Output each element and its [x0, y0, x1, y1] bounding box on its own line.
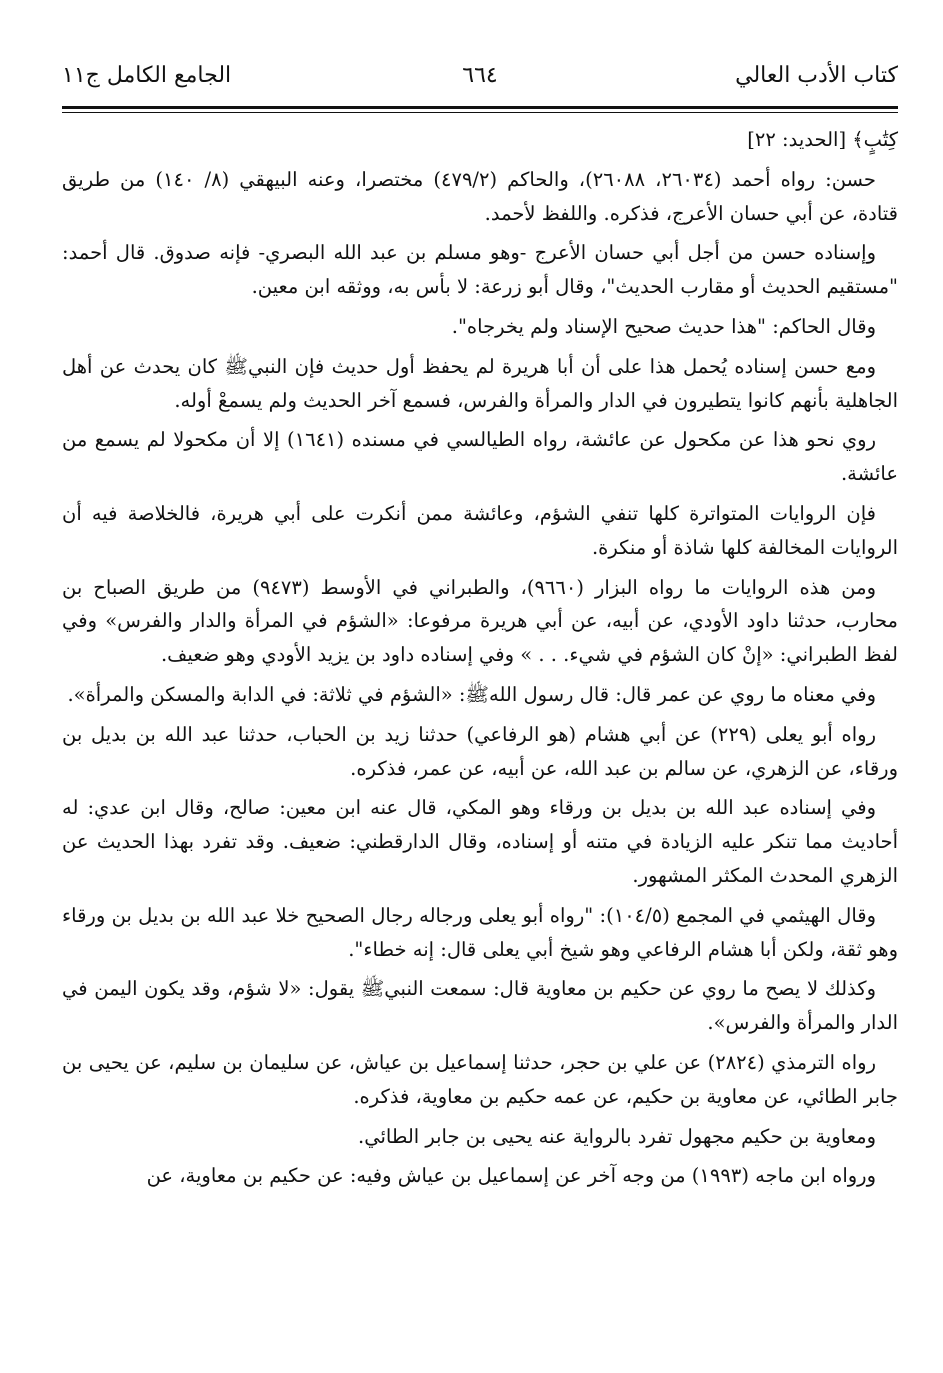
paragraph: وقال الحاكم: "هذا حديث صحيح الإسناد ولم يخرجاه".: [451, 314, 876, 338]
paragraph: ورواه ابن ماجه (١٩٩٣) من وجه آخر عن إسماعيل بن عياش وفيه: عن حكيم بن معاوية، عن: [146, 1164, 876, 1188]
book-page: [62, 56, 898, 1356]
paragraph: وكذلك لا يصح ما روي عن حكيم بن معاوية قال: سمعت النبيﷺ يقول: «لا شؤم، وقد يكون اليمن في الدار والمرأة والفرس».: [62, 977, 898, 1035]
series-title: الجامع الكامل ج١١: [62, 63, 232, 88]
paragraph-quran-ref: كِتَٰبٍ﴾ [الحديد: ٢٢]: [747, 128, 898, 151]
paragraph: روي نحو هذا عن مكحول عن عائشة، رواه الطيالسي في مسنده (١٦٤١) إلا أن مكحولا لم يسمع من عائشة.: [62, 428, 898, 486]
paragraph: حسن: رواه أحمد (٢٦٠٣٤، ٢٦٠٨٨)، والحاكم (٤٧٩/٢) مختصرا، وعنه البيهقي (٨/ ١٤٠) من طريق قتادة، عن أبي حسان الأعرج، فذكره. واللفظ لأحمد.: [62, 167, 898, 225]
book-title: كتاب الأدب العالي: [735, 63, 898, 88]
paragraph: وفي إسناده عبد الله بن بديل بن ورقاء وهو المكي، قال عنه ابن معين: صالح، وقال ابن عدي: له أحاديث مما تنكر عليه الزيادة في متنه أو إسناده، وقال الدارقطني: ضعيف. وقد تفرد بهذا الحديث عن الزهري المحدث المكثر المشهور.: [62, 796, 898, 887]
page-body: [62, 123, 898, 1193]
paragraph: ومع حسن إسناده يُحمل هذا على أن أبا هريرة لم يحفظ أول حديث فإن النبيﷺ كان يحدث عن أهل الجاهلية بأنهم كانوا يتطيرون في الدار والمرأة والفرس، فسمع آخر الحديث ولم يسمعْ أوله.: [62, 354, 898, 412]
running-header: [62, 56, 898, 96]
paragraph: فإن الروايات المتواترة كلها تنفي الشؤم، وعائشة ممن أنكرت على أبي هريرة، فالخلاصة فيه أن الروايات المخالفة كلها شاذة أو منكرة.: [62, 501, 898, 559]
paragraph: رواه الترمذي (٢٨٢٤) عن علي بن حجر، حدثنا إسماعيل بن عياش، عن سليمان بن سليم، عن يحيى بن جابر الطائي، عن معاوية بن حكيم، عن عمه حكيم بن معاوية، فذكره.: [62, 1050, 898, 1108]
header-rule-thick: [62, 106, 898, 109]
page-number: ٦٦٤: [462, 63, 498, 88]
header-rule-thin: [62, 112, 898, 113]
paragraph: وقال الهيثمي في المجمع (١٠٤/٥): "رواه أبو يعلى ورجاله رجال الصحيح خلا عبد الله بن بديل بن ورقاء وهو ثقة، ولكن أبا هشام الرفاعي وهو شيخ أبي يعلى قال: إنه خطاء".: [62, 903, 898, 961]
paragraph: ومن هذه الروايات ما رواه البزار (٩٦٦٠)، والطبراني في الأوسط (٩٤٧٣) من طريق الصباح بن محارب، حدثنا داود الأودي، عن أبيه، عن أبي هريرة مرفوعا: «الشؤم في المرأة والدار والفرس» وفي لفظ الطبراني: «إنْ كان الشؤم في شيء. . . » وفي إسناده داود بن يزيد الأودي وهو ضعيف.: [62, 575, 898, 667]
paragraph: رواه أبو يعلى (٢٢٩) عن أبي هشام (هو الرفاعي) حدثنا زيد بن الحباب، حدثنا عبد الله بن بديل بن ورقاء، عن الزهري، عن سالم بن عبد الله، عن أبيه، عن عمر، فذكره.: [62, 722, 898, 780]
paragraph: ومعاوية بن حكيم مجهول تفرد بالرواية عنه يحيى بن جابر الطائي.: [358, 1124, 876, 1148]
paragraph: وفي معناه ما روي عن عمر قال: قال رسول اللهﷺ: «الشؤم في ثلاثة: في الدابة والمسكن والمرأة».: [67, 682, 876, 706]
paragraph: وإسناده حسن من أجل أبي حسان الأعرج -وهو مسلم بن عبد الله البصري- فإنه صدوق. قال أحمد: "مستقيم الحديث أو مقارب الحديث"، وقال أبو زرعة: لا بأس به، ووثقه ابن معين.: [62, 241, 898, 299]
